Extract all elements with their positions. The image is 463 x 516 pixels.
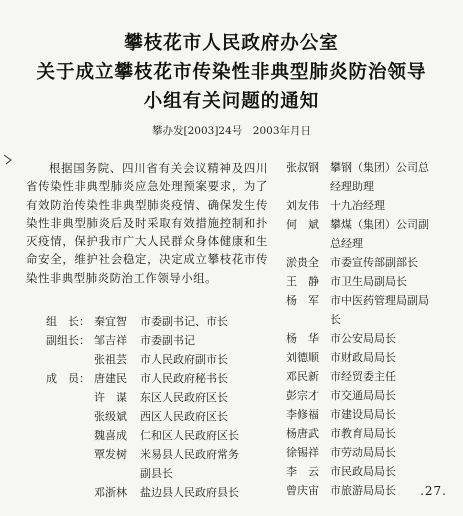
member-title: 市劳动局局长 xyxy=(330,446,396,459)
member-name: 刘友伟 xyxy=(286,199,319,212)
member-title: 市人民政府副市长 xyxy=(140,353,228,366)
member-name: 彭宗才 xyxy=(286,389,319,402)
member-title: 米易县人民政府常务 xyxy=(140,448,239,461)
member-title: 市人民政府秘书长 xyxy=(140,372,228,385)
member-name: 何 斌 xyxy=(286,218,319,231)
member-role: 组 长： xyxy=(46,315,90,328)
member-name: 李 云 xyxy=(286,465,319,478)
member-title: 副县长 xyxy=(140,467,173,480)
member-title: 市卫生局副局长 xyxy=(330,275,407,288)
header-line-2: 关于成立攀枝花市传染性非典型肺炎防治领导 xyxy=(36,62,427,83)
member-title: 市委副书记、市长 xyxy=(140,315,228,328)
member-name: 邓民新 xyxy=(286,370,319,383)
member-name: 唐建民 xyxy=(94,372,127,385)
header-line-1: 攀枝花市人民政府办公室 xyxy=(124,33,339,54)
member-title: 攀煤（集团）公司副 xyxy=(330,218,429,231)
page-number: .27. xyxy=(420,484,447,498)
body-paragraph: 根据国务院、四川省有关会议精神及四川省传染性非典型肺炎应急处理预案要求，为了有效防治传染性非典型肺炎疫情、确保发生传染性非典型肺炎后及时采取有效措施控制和扑灭疫情，保护我市广大人民群众身体健康和生命安全，维护社会稳定，决定成立攀枝花市传染性非典型肺炎防治工作领导小组。 xyxy=(26,161,268,285)
member-title: 市民政局局长 xyxy=(330,465,396,478)
member-title: 市公安局局长 xyxy=(330,332,396,345)
member-role: 成 员： xyxy=(46,372,90,385)
member-name: 杨 华 xyxy=(286,332,319,345)
pen-mark-icon xyxy=(3,152,15,166)
member-title: 市中医药管理局副局 xyxy=(330,294,429,307)
member-name: 魏喜成 xyxy=(94,429,127,442)
member-title: 市委宣传部副部长 xyxy=(330,256,418,269)
member-title: 攀钢（集团）公司总 xyxy=(330,161,429,174)
member-name: 淤贵全 xyxy=(286,256,319,269)
member-title: 经理助理 xyxy=(330,180,374,193)
member-name: 曾庆宙 xyxy=(286,484,319,497)
member-name: 张祖芸 xyxy=(94,353,127,366)
member-title: 市财政局局长 xyxy=(330,351,396,364)
member-title: 市教育局局长 xyxy=(330,427,396,440)
member-name: 邓浙林 xyxy=(94,486,127,499)
member-title: 市委副书记 xyxy=(140,334,195,347)
member-name: 张叔钢 xyxy=(286,161,319,174)
member-name: 张级斌 xyxy=(94,410,127,423)
member-role: 副组长： xyxy=(46,334,90,347)
member-title: 市建设局局长 xyxy=(330,408,396,421)
member-title: 西区人民政府区长 xyxy=(140,410,228,423)
header-line-3: 小组有关问题的通知 xyxy=(143,91,320,112)
member-title: 市交通局局长 xyxy=(330,389,396,402)
member-name: 许 谋 xyxy=(94,391,127,404)
member-name: 徐锡祥 xyxy=(286,446,319,459)
document-number: 攀办发[2003]24号 2003年月日 xyxy=(152,125,311,137)
member-title: 市经贸委主任 xyxy=(330,370,396,383)
member-name: 杨唐武 xyxy=(286,427,319,440)
member-title: 市旅游局局长 xyxy=(330,484,396,497)
member-name: 王 静 xyxy=(286,275,319,288)
member-name: 刘德顺 xyxy=(286,351,319,364)
member-title: 东区人民政府区长 xyxy=(140,391,228,404)
member-title: 十九冶经理 xyxy=(330,199,385,212)
member-name: 邹吉祥 xyxy=(94,334,127,347)
member-name: 覃发树 xyxy=(94,448,127,461)
member-name: 秦宜智 xyxy=(94,315,127,328)
member-title: 长 xyxy=(330,313,341,326)
member-name: 李修福 xyxy=(286,408,319,421)
member-title: 盐边县人民政府县长 xyxy=(140,486,239,499)
member-title: 仁和区人民政府区长 xyxy=(140,429,239,442)
member-name: 杨 军 xyxy=(286,294,319,307)
member-title: 总经理 xyxy=(330,237,363,250)
